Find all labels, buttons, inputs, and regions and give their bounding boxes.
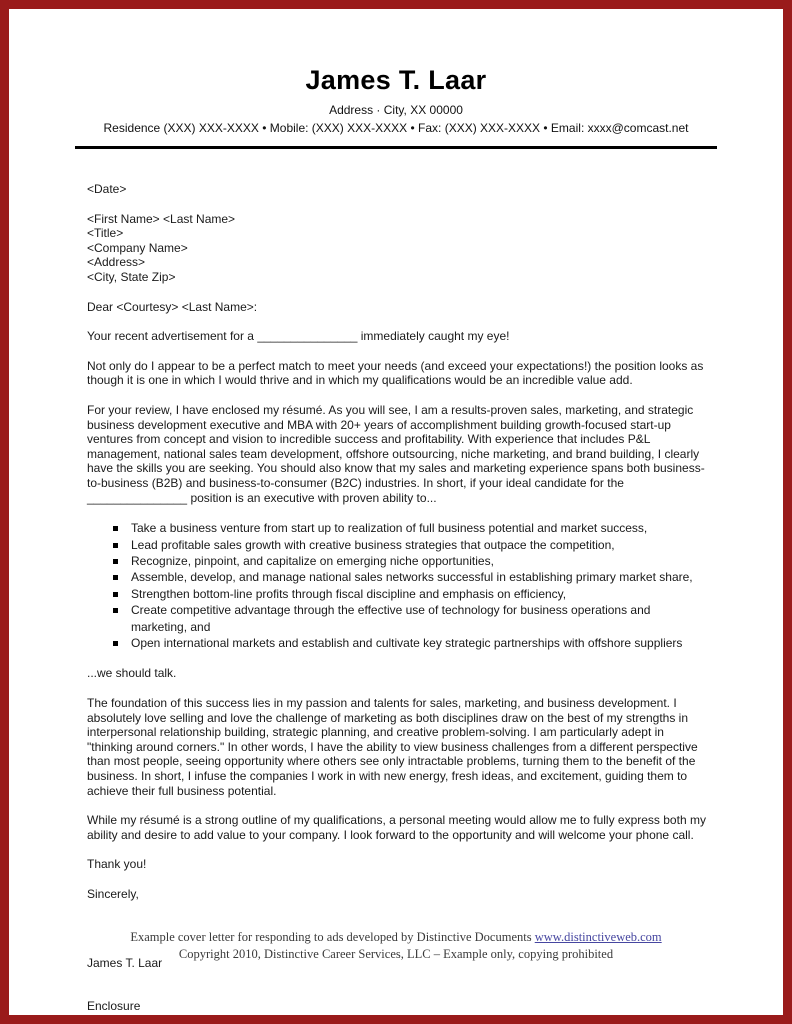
list-item (113, 602, 709, 635)
paragraph-thanks: Thank you! (87, 857, 147, 872)
bullet-icon (113, 543, 118, 548)
bullet-icon (113, 559, 118, 564)
bullet-icon (113, 608, 118, 613)
bullet-text: Create competitive advantage through the effective use of technology for business operations and marketing, and (131, 603, 651, 634)
salutation: Dear <Courtesy> <Last Name>: (87, 299, 258, 314)
recipient-block (87, 212, 709, 285)
enclosure-space (87, 986, 709, 999)
letterhead-contact: Residence (XXX) XXX-XXXX • Mobile: (XXX) XXX-XXXX • Fax: (XXX) XXX-XXXX • Email: xxxx@comcast.net (103, 121, 689, 135)
paragraph-match: Not only do I appear to be a perfect match to meet your needs (and exceed your expectations!) the position looks as though it is one in which I would thrive and in which my qualifications would be an incredible value add. (87, 358, 704, 388)
recipient-title: <Title> (87, 226, 124, 241)
footer-copyright: Copyright 2010, Distinctive Career Services, LLC – Example only, copying prohibited (178, 947, 614, 961)
paragraph-opening: Your recent advertisement for a _______________ immediately caught my eye! (87, 329, 510, 344)
list-item (113, 553, 709, 569)
list-item (113, 586, 709, 602)
paragraph-foundation: The foundation of this success lies in my passion and talents for sales, marketing, and business development. I absolutely love selling and love the challenge of marketing as both disciplines draw on the best of my strengths in interpersonal relationship building, strategic planning, and creative problem-solving. I am particularly adept in "thinking around corners." In other words, I have the ability to view business challenges from a different perspective than most people, seeing opportunity where others see only intractable problems, turning them to the benefit of the business. In short, I infuse the companies I work in with new energy, fresh ideas, and excitement, guiding them to achieve their full business potential. (87, 695, 698, 798)
paragraph-we-should-talk: ...we should talk. (87, 666, 177, 681)
bullet-icon (113, 575, 118, 580)
enclosure-note: Enclosure (87, 999, 141, 1014)
bullet-text: Strengthen bottom-line profits through fiscal discipline and emphasis on efficiency, (131, 586, 567, 601)
bullet-text: Take a business venture from start up to realization of full business potential and market success, (131, 521, 648, 536)
letterhead-divider (75, 146, 717, 149)
bullet-text: Recognize, pinpoint, and capitalize on emerging niche opportunities, (131, 553, 494, 568)
footer-credit-text: Example cover letter for responding to ads developed by Distinctive Documents (130, 930, 535, 944)
letterhead-name: James T. Laar (305, 65, 487, 95)
paragraph-review: For your review, I have enclosed my résumé. As you will see, I am a results-proven sales, marketing, and strategic business development executive and MBA with 20+ years of accomplishment building growth-focused start-up ventures from concept and vision to incredible success and profitability. With experience that includes P&L management, national sales team development, offshore outsourcing, niche marketing, and brand building, I clearly have the skills you are seeking. You should also know that my sales and marketing experience spans both business-to-business (B2B) and business-to-consumer (B2C) industries. In short, if your ideal candidate for the _______________ position is an executive with proven ability to... (87, 402, 705, 505)
page-footer (9, 929, 783, 963)
list-item (113, 520, 709, 536)
bullet-text: Lead profitable sales growth with creative business strategies that outpace the competition, (131, 537, 615, 552)
letterhead-address: Address · City, XX 00000 (329, 103, 463, 117)
closing: Sincerely, (87, 886, 139, 901)
bullet-icon (113, 526, 118, 531)
footer-website-link[interactable]: www.distinctiveweb.com (534, 930, 662, 944)
list-item (113, 537, 709, 553)
bullet-text: Assemble, develop, and manage national sales networks successful in establishing primary market share, (131, 570, 693, 585)
bullet-icon (113, 592, 118, 597)
bullet-text: Open international markets and establish and cultivate key strategic partnerships with offshore suppliers (131, 635, 683, 650)
list-item (113, 569, 709, 585)
recipient-city-state-zip: <City, State Zip> (87, 269, 176, 284)
recipient-name: <First Name> <Last Name> (87, 211, 236, 226)
recipient-company: <Company Name> (87, 240, 188, 255)
qualification-bullet-list (87, 520, 709, 651)
recipient-address: <Address> (87, 255, 146, 270)
paragraph-meeting: While my résumé is a strong outline of my qualifications, a personal meeting would allow me to fully express both my ability and desire to add value to your company. I look forward to the opportunity and will welcome your phone call. (87, 813, 706, 842)
letter-body (87, 182, 709, 1014)
date-placeholder: <Date> (87, 182, 127, 196)
bullet-icon (113, 641, 118, 646)
list-item (113, 635, 709, 651)
letterhead (9, 65, 783, 149)
footer-line1 (9, 929, 783, 946)
signature-name: James T. Laar (87, 956, 163, 971)
